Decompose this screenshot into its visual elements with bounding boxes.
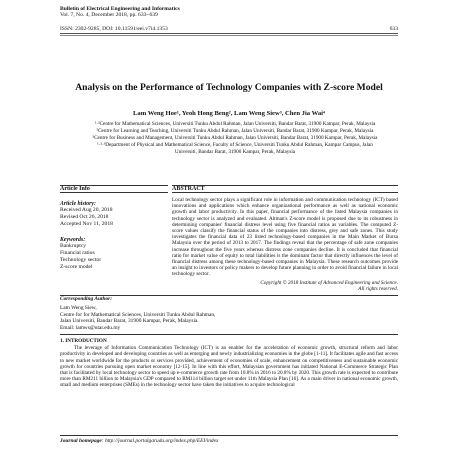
introduction	[60, 338, 398, 389]
keyword: Bankruptcy	[60, 242, 87, 249]
page-number: 633	[389, 26, 398, 32]
affiliations	[90, 121, 380, 156]
journal-header	[60, 6, 180, 19]
info-head-rule	[60, 192, 168, 193]
homepage-label: Journal homepage	[60, 438, 102, 444]
corr-bottom-rule	[60, 334, 398, 335]
author-list: Lam Weng Hoe¹, Yeoh Hong Beng², Lam Weng Siew³, Chen Jia Wai⁴	[133, 110, 325, 117]
article-info-heading: Article Info	[60, 186, 90, 192]
revised-date: Revised Oct 26, 2018	[60, 214, 109, 221]
affiliation: ³Centre for Business and Management, Universiti Tunku Abdul Rahman, Jalan Universiti, Bandar Barat, 31900 Kampar, Perak, Malaysia	[92, 135, 378, 142]
abstract	[172, 185, 398, 292]
rights-line: All rights reserved.	[358, 285, 398, 292]
header-rule-thin	[60, 35, 398, 36]
introduction-heading: 1. INTRODUCTION	[60, 338, 107, 344]
volume-line: Vol. 7, No. 4, December 2018, pp. 633~639	[60, 12, 158, 19]
introduction-text: The leverage of Information Communication Technology (ICT) is an enabler for the acceleration of economic growth, structural reform and labor productivity in developed and developing countries as well as emerging and newly industrializing economies in the globe [1-11]. It facilitates agile and fast access to new market worldwide for the products or services provided, achievement of economies of scale, enhancement on competitiveness and sustainable economic growth for countries pursuing open market economy [12-15]. In line with this effort, Malaysian government has initiated National E-Commerce Strategic Plan that is facilitated by local technology sector to speed up e-commerce growth rate from 10.8% in 2016 to 20.8% by 2020. This growth rate is expected to contribute more than RM211 billion to Malaysia's GDP compared to RM114 billion target set under 11th Malaysia Plan [16]. As a main driver in national economic growth, small and medium enterprises (SMEs) in the technology sector have taken the initiatives to acquire technological	[60, 345, 398, 389]
article-info	[60, 185, 168, 271]
footer	[60, 438, 398, 444]
history-heading: Article history:	[60, 201, 96, 207]
affiliation: ¹·²·³Department of Physical and Mathematical Science, Faculty of Science, Universiti Tunku Abdul Rahman, Kampar Campus, Jalan Universiti, Bandar Barat, 31900 Kampar, Perak, Malaysia	[97, 142, 373, 155]
abstract-head-rule	[172, 192, 398, 193]
paper-title: Analysis on the Performance of Technology Companies with Z-score Model	[75, 82, 383, 93]
copyright-line: Copyright © 2018 Institute of Advanced Engineering and Science.	[260, 279, 398, 286]
received-date: Received Aug 20, 2018	[60, 207, 113, 213]
affiliation: ²Centre for Learning and Teaching, Universiti Tunku Abdul Rahman, Jalan Universiti, Bandar Barat, 31900 Kampar, Perak, Malaysia	[96, 128, 374, 135]
corr-line: Jalan Universiti, Bandar Barat, 31900 Kampar, Perak, Malaysia.	[60, 318, 199, 325]
corr-line: Lam Weng Siew,	[60, 305, 97, 312]
keywords-heading: Keywords:	[60, 236, 86, 243]
corr-email: Email: lamws@utar.edu.my	[60, 324, 121, 331]
issn-line: ISSN: 2302-9285, DOI: 10.11591/eei.v7i4.1353	[60, 26, 168, 32]
keyword: Technology sector	[60, 257, 102, 264]
footer-rule	[60, 435, 398, 436]
journal-name: Bulletin of Electrical Engineering and Informatics	[60, 6, 180, 12]
issn-row	[60, 26, 398, 32]
homepage-url[interactable]: : http://journal.portalgaruda.org/index.php/EEI/index	[101, 438, 219, 444]
abstract-text: Local technology sector plays a significant role in information and communication technology (ICT) based innovations and applications which enhance organizational performance as well as national economic growth and labor productivity. In this paper, financial performance of the listed Malaysia companies in technology sector is analyzed and evaluated. Altman's Z-score model is proposed due to its robustness in determining companies' financial distress level using five financial ratios as variables. The computed Z-score values classify the financial status of the companies into distress, grey and safe zones. This study investigates the financial data of 23 listed technology-based companies in the Main Market of Bursa Malaysia over the period of 2013 to 2017. The findings reveal that the percentage of safe zone companies increase throughout the five years whereas distress zone companies decline. It is concluded that financial ratio for market value of equity to total liabilities is the dominant factor that directly influences the level of financial distress among these technology-based companies in Malaysia. These research outcomes provide an insight to investors or policy makers to develop future planning in order to avoid financial failure in local technology sector.	[172, 197, 398, 278]
copyright	[172, 280, 398, 292]
abstract-heading: ABSTRACT	[172, 186, 205, 192]
corresponding-author	[60, 295, 398, 335]
accepted-date: Accepted Nov 11, 2018	[60, 221, 113, 228]
corr-line: Centre for for Mathematical Sciences, Universiti Tunku Abdul Rahman,	[60, 311, 216, 318]
affiliation: ¹·³Centre for Mathematical Sciences, Universiti Tunku Abdul Rahman, Jalan Universiti, Bandar Barat, 31900 Kampar, Perak, Malaysia	[94, 121, 376, 127]
keyword: Financial ratios	[60, 249, 95, 256]
keyword: Z-score model	[60, 264, 93, 271]
header-rule	[60, 33, 398, 34]
corresponding-heading: Corresponding Author:	[60, 296, 113, 302]
